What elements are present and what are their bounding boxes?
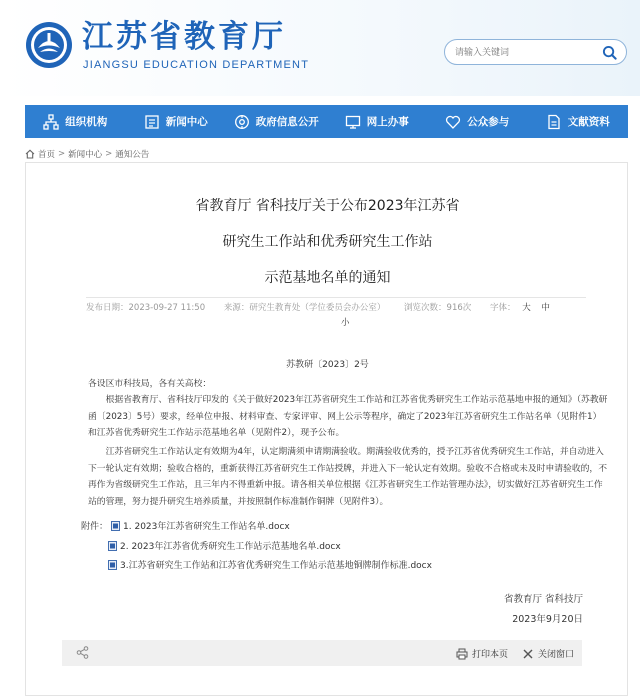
heart-icon — [445, 114, 461, 130]
print-button[interactable] — [456, 647, 508, 660]
nav-item-public[interactable] — [427, 105, 528, 138]
site-title: 江苏省教育厅 — [82, 19, 286, 55]
greeting: 各设区市科技局，各有关高校： — [88, 379, 212, 389]
site-subtitle: JIANGSU EDUCATION DEPARTMENT — [83, 59, 310, 71]
article-footer — [62, 640, 582, 666]
close-label: 关闭窗口 — [538, 650, 575, 660]
article-title-line-1: 省教育厅 省科技厅关于公布2023年江苏省 — [195, 198, 460, 214]
view-count: 浏览次数：916次 — [404, 303, 472, 313]
nav-item-label: 新闻中心 — [165, 116, 208, 128]
attachment-2[interactable] — [108, 539, 341, 552]
signature-date: 2023年9月20日 — [512, 614, 583, 625]
article-paragraph-1: 根据省教育厅、省科技厅印发的《关于做好2023年江苏省研究生工作站和江苏省优秀研究生工作站示范基地申报的通知》（苏教研函〔2023〕5号）要求，经单位申报、材料审查、专家评审、网上公示等程序，确定了2023年江苏省研究生工作站名单（见附件1）和江苏省优秀研究生工作站示范基地名单（见附件2），现予公布。 — [88, 395, 608, 438]
font-size-large[interactable]: 大 — [522, 303, 531, 313]
logo-icon[interactable] — [25, 21, 73, 69]
document-number: 苏教研〔2023〕2号 — [286, 360, 369, 370]
nav-item-label: 组织机构 — [65, 116, 108, 128]
nav-item-label: 公众参与 — [467, 116, 510, 128]
breadcrumb — [25, 148, 149, 160]
docx-file-icon — [111, 521, 120, 531]
article-title-line-2: 研究生工作站和优秀研究生工作站 — [222, 234, 433, 250]
search-input[interactable] — [455, 44, 595, 61]
nav-item-online-service[interactable] — [327, 105, 428, 138]
main-nav — [25, 105, 628, 138]
article-meta — [86, 301, 606, 331]
breadcrumb-separator: > — [105, 149, 113, 159]
article-panel — [25, 162, 628, 696]
meta-divider — [86, 297, 586, 298]
docx-file-icon — [108, 560, 117, 570]
attachment-1[interactable] — [81, 519, 290, 532]
breadcrumb-news[interactable]: 新闻中心 — [68, 150, 103, 160]
nav-item-info[interactable] — [226, 105, 327, 138]
print-label: 打印本页 — [472, 650, 509, 660]
signature: 省教育厅 省科技厅 — [503, 594, 583, 605]
document-icon — [546, 114, 562, 130]
home-icon — [25, 149, 35, 159]
search-box — [444, 39, 627, 65]
attachment-link[interactable]: 2. 2023年江苏省优秀研究生工作站示范基地名单.docx — [120, 542, 341, 552]
share-icon[interactable] — [76, 646, 89, 659]
attachments-label: 附件： — [81, 522, 109, 532]
article-paragraph-2: 江苏省研究生工作站认定有效期为4年，认定期满须申请期满验收。期满验收优秀的，授予江苏省优秀研究生工作站，并自动进入下一轮认定有效期；验收合格的，重新获得江苏省研究生工作站授牌，并进入下一轮认定有效期。验收不合格或未及时申请验收的，不再作为省级研究生工作站，且三年内不得重新申报。请各相关单位根据《江苏省研究生工作站管理办法》，切实做好江苏省研究生工作站的管理，努力提升研究生培养质量，并按照制作标准制作铜牌（见附件3）。 — [88, 447, 608, 507]
font-size-label: 字体： — [489, 303, 516, 313]
nav-item-docs[interactable] — [528, 105, 629, 138]
nav-item-org[interactable] — [25, 105, 126, 138]
search-icon[interactable] — [602, 45, 617, 60]
breadcrumb-notice[interactable]: 通知公告 — [115, 150, 150, 160]
nav-item-news[interactable] — [126, 105, 227, 138]
breadcrumb-separator: > — [58, 149, 66, 159]
publish-date: 发布日期：2023-09-27 11:50 — [86, 303, 206, 313]
printer-icon — [456, 648, 468, 660]
info-icon — [234, 114, 250, 130]
article-title-line-3: 示范基地名单的通知 — [264, 270, 391, 286]
news-icon — [144, 114, 160, 130]
nav-item-label: 文献资料 — [567, 116, 610, 128]
attachment-link[interactable]: 1. 2023年江苏省研究生工作站名单.docx — [123, 522, 290, 532]
article-source: 来源：研究生教育处（学位委员会办公室） — [223, 303, 386, 313]
breadcrumb-home[interactable]: 首页 — [38, 150, 56, 160]
nav-item-label: 政府信息公开 — [255, 116, 319, 128]
close-window-button[interactable] — [522, 647, 574, 660]
font-size-small[interactable]: 小 — [341, 318, 350, 328]
font-size-medium[interactable]: 中 — [541, 303, 550, 313]
docx-file-icon — [108, 541, 117, 551]
org-icon — [43, 114, 59, 130]
nav-item-label: 网上办事 — [366, 116, 409, 128]
close-icon — [522, 648, 534, 660]
attachment-link[interactable]: 3.江苏省研究生工作站和江苏省优秀研究生工作站示范基地铜牌制作标准.docx — [120, 561, 432, 571]
computer-icon — [345, 114, 361, 130]
attachment-3[interactable] — [108, 558, 432, 571]
site-header — [0, 0, 640, 96]
